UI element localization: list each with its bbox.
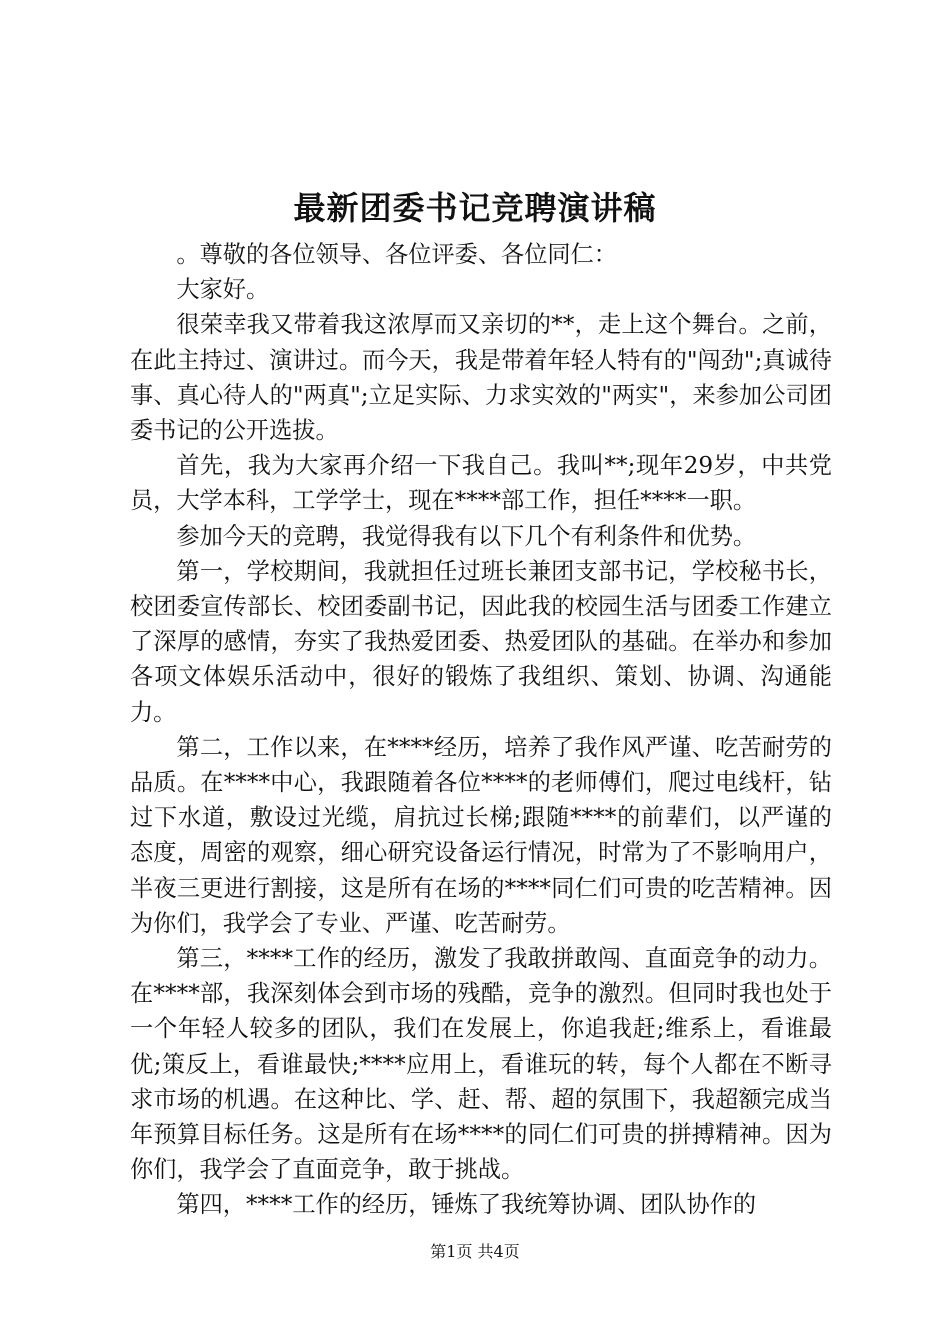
paragraph-third-point: 第三，****工作的经历，激发了我敢拼敢闯、直面竞争的动力。在****部，我深刻体会到市场的残酷，竞争的激烈。但同时我也处于一个年轻人较多的团队，我们在发展上，你追我赶;维系上，看谁最优;策反上，看谁最快;****应用上，看谁玩的转，每个人都在不断寻求市场的机遇。在这种比、学、赶、帮、超的氛围下，我超额完成当年预算目标任务。这是所有在场****的同仁们可贵的拼搏精神。因为你们，我学会了直面竞争，敢于挑战。: [130, 945, 832, 1184]
page-number-footer: 第1页 共4页: [430, 1242, 520, 1261]
paragraph-self-intro: 首先，我为大家再介绍一下我自己。我叫**;现年29岁，中共党员，大学本科，工学学士，现在****部工作，担任****一职。: [130, 452, 832, 515]
document-body: [130, 237, 832, 1223]
paragraph-fourth-point: 第四，****工作的经历，锤炼了我统筹协调、团队协作的: [176, 1191, 757, 1219]
paragraph-opening: 很荣幸我又带着我这浓厚而又亲切的**，走上这个舞台。之前，在此主持过、演讲过。而今天，我是带着年轻人特有的"闯劲";真诚待事、真心待人的"两真";立足实际、力求实效的"两实"，来参加公司团委书记的公开选拔。: [130, 311, 832, 445]
document-title: 最新团委书记竞聘演讲稿: [293, 189, 657, 227]
paragraph-salutation: 。尊敬的各位领导、各位评委、各位同仁：: [176, 241, 617, 268]
paragraph-second-point: 第二，工作以来，在****经历，培养了我作风严谨、吃苦耐劳的品质。在****中心，我跟随着各位****的老师傅们，爬过电线杆，钻过下水道，敷设过光缆，肩抗过长梯;跟随****的前辈们，以严谨的态度，周密的观察，细心研究设备运行情况，时常为了不影响用户，半夜三更进行割接，这是所有在场的****同仁们可贵的吃苦精神。因为你们，我学会了专业、严谨、吃苦耐劳。: [130, 733, 832, 937]
paragraph-greeting: 大家好。: [176, 276, 270, 304]
paragraph-advantages-intro: 参加今天的竞聘，我觉得我有以下几个有利条件和优势。: [176, 522, 757, 550]
paragraph-first-point: 第一，学校期间，我就担任过班长兼团支部书记，学校秘书长，校团委宣传部长、校团委副书记，因此我的校园生活与团委工作建立了深厚的感情，夯实了我热爱团委、热爱团队的基础。在举办和参加各项文体娱乐活动中，很好的锻炼了我组织、策划、协调、沟通能力。: [130, 557, 832, 726]
